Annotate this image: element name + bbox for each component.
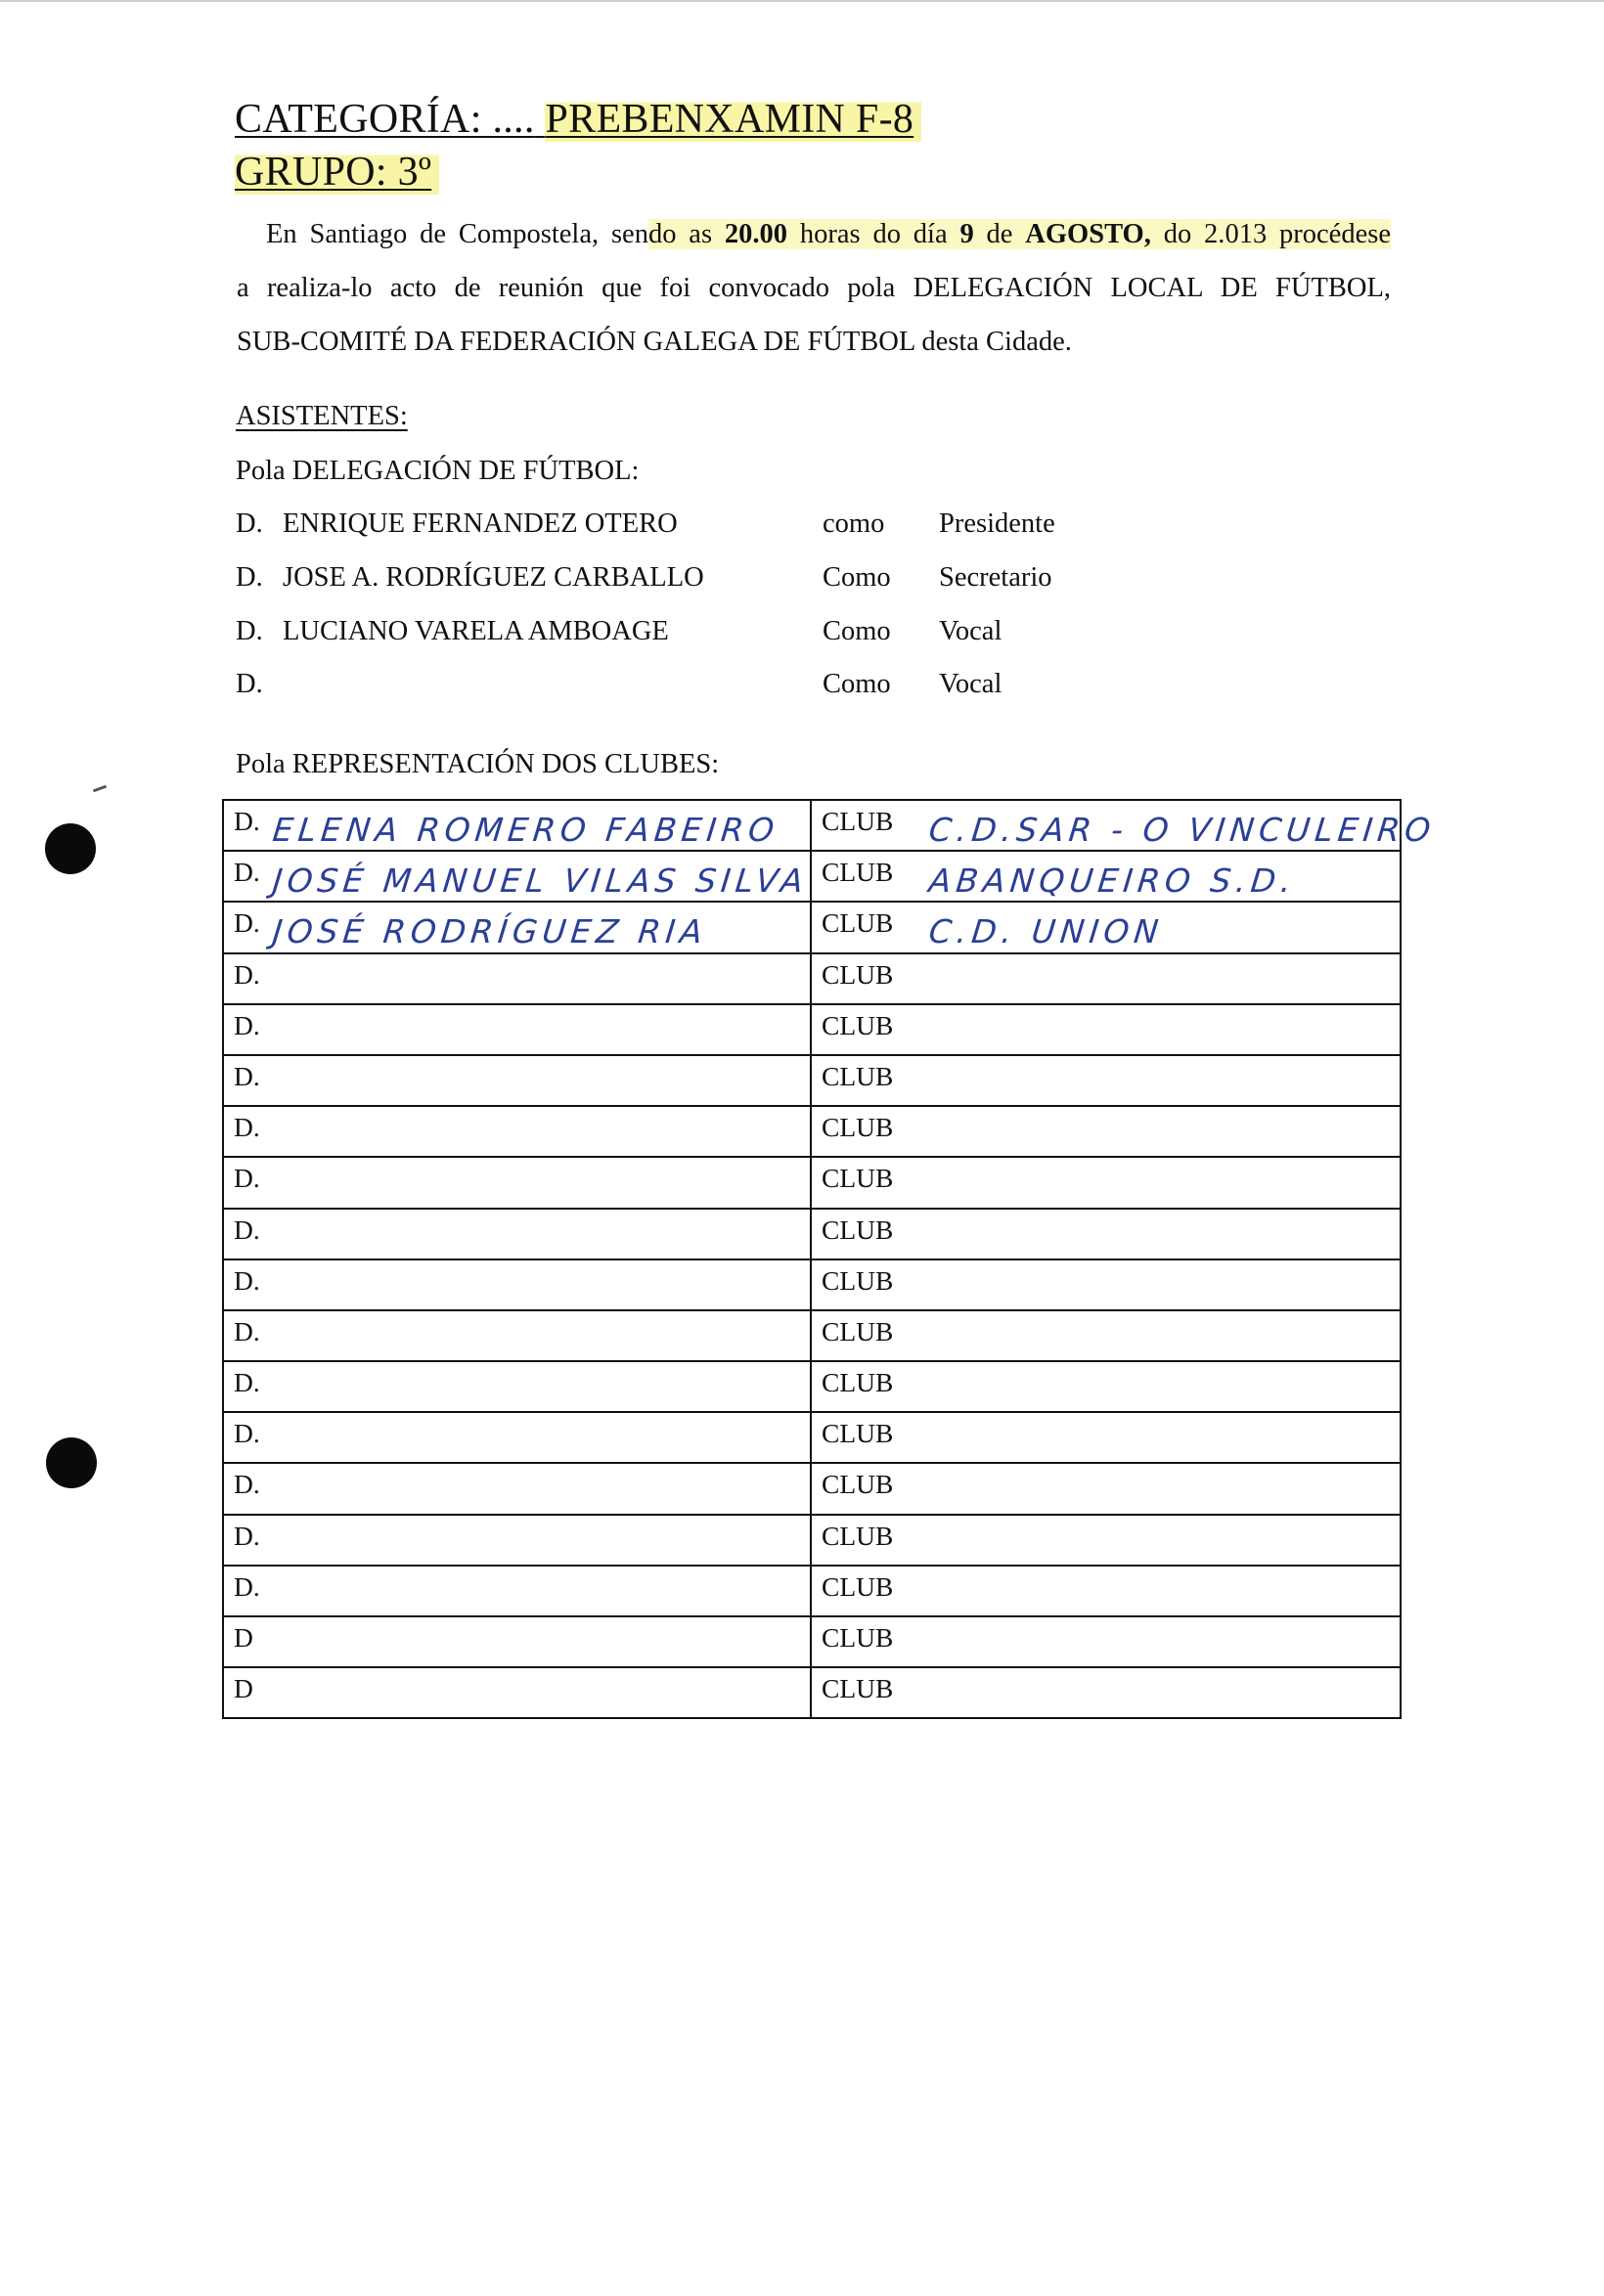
representative-cell xyxy=(223,1566,811,1616)
club-label: CLUB xyxy=(822,1622,894,1653)
table-row xyxy=(223,1361,1401,1412)
representative-prefix: D xyxy=(234,1673,253,1704)
representative-cell xyxy=(223,1310,811,1361)
club-cell xyxy=(811,1515,1401,1566)
table-row xyxy=(223,953,1401,1004)
representative-cell xyxy=(223,1463,811,1514)
club-cell xyxy=(811,1209,1401,1259)
club-cell xyxy=(811,1361,1401,1412)
scan-speck xyxy=(93,785,107,793)
representative-name: JOSÉ RODRÍGUEZ RIA xyxy=(270,912,709,951)
table-row xyxy=(223,1004,1401,1055)
representative-prefix: D. xyxy=(234,1367,260,1398)
club-label: CLUB xyxy=(822,1520,894,1551)
member-role: Secretario xyxy=(939,562,1052,593)
club-label: CLUB xyxy=(822,907,894,939)
table-row xyxy=(223,1259,1401,1310)
representative-cell xyxy=(223,1412,811,1463)
representative-prefix: D. xyxy=(234,857,260,888)
member-row: D. LUCIANO VARELA AMBOAGE Como Vocal xyxy=(236,616,1002,646)
representative-cell xyxy=(223,902,811,952)
club-cell xyxy=(811,1667,1401,1718)
club-label: CLUB xyxy=(822,806,894,836)
club-cell xyxy=(811,800,1438,851)
representative-prefix: D. xyxy=(234,1315,260,1347)
group-label: GRUPO: 3º xyxy=(235,150,439,195)
club-cell xyxy=(811,851,1401,902)
club-label: CLUB xyxy=(822,1163,894,1194)
member-name: LUCIANO VARELA AMBOAGE xyxy=(283,616,669,646)
representative-cell xyxy=(223,1616,811,1667)
representative-prefix: D. xyxy=(234,1418,260,1449)
intro-line-1: En Santiago de Compostela, sendo as 20.00 horas do día 9 de AGOSTO, do 2.013 procédese xyxy=(266,219,1391,249)
intro-line-2: a realiza-lo acto de reunión que foi convocado pola DELEGACIÓN LOCAL DE FÚTBOL, xyxy=(237,273,1391,303)
delegacion-label: Pola DELEGACIÓN DE FÚTBOL: xyxy=(236,456,640,486)
club-label: CLUB xyxy=(822,1112,894,1143)
member-row: D. Como Vocal xyxy=(236,669,1002,699)
representative-prefix: D. xyxy=(234,1264,260,1296)
representative-prefix: D. xyxy=(234,806,260,836)
table-row xyxy=(223,851,1401,902)
representative-name: ELENA ROMERO FABEIRO xyxy=(270,811,781,849)
member-role: Vocal xyxy=(939,616,1002,646)
scan-top-edge xyxy=(0,0,1604,2)
club-label: CLUB xyxy=(822,1418,894,1449)
club-cell xyxy=(811,1463,1401,1514)
club-label: CLUB xyxy=(822,1009,894,1040)
club-cell xyxy=(811,953,1401,1004)
representative-prefix: D. xyxy=(234,1469,260,1500)
intro-paragraph xyxy=(266,207,1391,261)
club-cell xyxy=(811,1616,1401,1667)
club-name: C.D.SAR - O VINCULEIRO xyxy=(926,811,1438,849)
club-cell xyxy=(811,902,1401,952)
intro-line-3: SUB-COMITÉ DA FEDERACIÓN GALEGA DE FÚTBOL desta Cidade. xyxy=(237,327,1072,357)
table-row xyxy=(223,1463,1401,1514)
representative-prefix: D. xyxy=(234,1112,260,1143)
clubes-label: Pola REPRESENTACIÓN DOS CLUBES: xyxy=(236,749,720,779)
club-label: CLUB xyxy=(822,1570,894,1602)
club-cell xyxy=(811,1004,1401,1055)
table-row xyxy=(223,1412,1401,1463)
representative-cell xyxy=(223,1209,811,1259)
category-heading xyxy=(235,96,921,143)
representative-prefix: D. xyxy=(234,1163,260,1194)
table-row xyxy=(223,1106,1401,1157)
punch-hole-bottom xyxy=(46,1437,97,1488)
club-cell xyxy=(811,1412,1401,1463)
representative-cell xyxy=(223,800,811,851)
club-cell xyxy=(811,1566,1401,1616)
member-row: D. JOSE A. RODRÍGUEZ CARBALLO Como Secretario xyxy=(236,562,1052,593)
table-row xyxy=(223,1310,1401,1361)
representative-cell xyxy=(223,1259,811,1310)
representative-prefix: D. xyxy=(234,1520,260,1551)
representative-cell xyxy=(223,1004,811,1055)
club-label: CLUB xyxy=(822,958,894,990)
representative-cell xyxy=(223,851,811,902)
table-row xyxy=(223,1157,1401,1208)
representative-prefix: D. xyxy=(234,1570,260,1602)
member-row: D. ENRIQUE FERNANDEZ OTERO como Presidente xyxy=(236,508,1055,539)
representative-prefix: D. xyxy=(234,1009,260,1040)
member-role: Presidente xyxy=(939,508,1055,539)
category-label: CATEGORÍA: .... xyxy=(235,97,535,142)
member-role: Vocal xyxy=(939,669,1002,699)
club-cell xyxy=(811,1259,1401,1310)
club-label: CLUB xyxy=(822,1264,894,1296)
representative-prefix: D. xyxy=(234,1214,260,1245)
representative-cell xyxy=(223,1157,811,1208)
representative-cell xyxy=(223,1055,811,1106)
club-label: CLUB xyxy=(822,1673,894,1704)
club-cell xyxy=(811,1106,1401,1157)
representative-cell xyxy=(223,1361,811,1412)
table-row xyxy=(223,1616,1401,1667)
representative-cell xyxy=(223,953,811,1004)
table-row xyxy=(223,800,1401,851)
table-row xyxy=(223,902,1401,952)
category-value: PREBENXAMIN F-8 xyxy=(545,97,921,142)
representative-prefix: D. xyxy=(234,1060,260,1091)
club-label: CLUB xyxy=(822,857,894,888)
member-name: JOSE A. RODRÍGUEZ CARBALLO xyxy=(283,562,704,593)
table-row xyxy=(223,1055,1401,1106)
group-heading xyxy=(235,149,439,196)
table-row xyxy=(223,1515,1401,1566)
club-label: CLUB xyxy=(822,1214,894,1245)
club-name: C.D. UNION xyxy=(926,912,1166,951)
club-name: ABANQUEIRO S.D. xyxy=(926,861,1298,901)
club-label: CLUB xyxy=(822,1315,894,1347)
table-row xyxy=(223,1667,1401,1718)
representative-name: JOSÉ MANUEL VILAS SILVA xyxy=(270,861,810,901)
club-cell xyxy=(811,1157,1401,1208)
representative-cell xyxy=(223,1667,811,1718)
club-label: CLUB xyxy=(822,1367,894,1398)
representative-prefix: D xyxy=(234,1622,253,1653)
representative-cell xyxy=(223,1106,811,1157)
representative-cell xyxy=(223,1515,811,1566)
table-row xyxy=(223,1566,1401,1616)
representative-prefix: D. xyxy=(234,907,260,939)
club-label: CLUB xyxy=(822,1469,894,1500)
club-cell xyxy=(811,1310,1401,1361)
club-cell xyxy=(811,1055,1401,1106)
representative-prefix: D. xyxy=(234,958,260,990)
asistentes-title: ASISTENTES: xyxy=(236,401,408,431)
clubs-table xyxy=(222,799,1438,1719)
punch-hole-top xyxy=(45,823,96,874)
club-label: CLUB xyxy=(822,1060,894,1091)
member-name: ENRIQUE FERNANDEZ OTERO xyxy=(283,508,678,539)
intro-paragraph-rest xyxy=(237,261,1391,369)
table-row xyxy=(223,1209,1401,1259)
